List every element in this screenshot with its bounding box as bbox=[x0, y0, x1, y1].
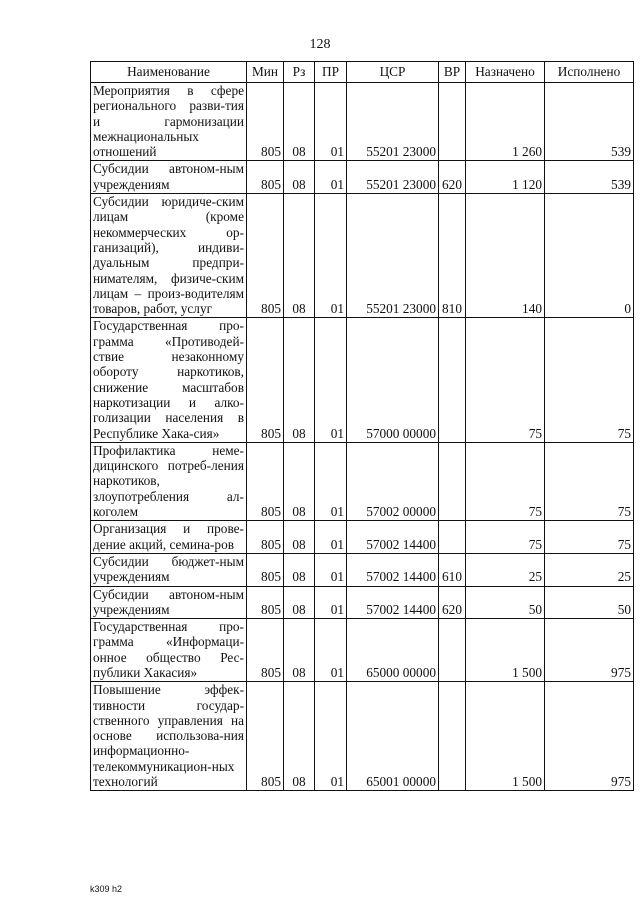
cell-name: Мероприятия в сфере регионального разви-тия и гармонизации межнациональных отношений bbox=[91, 83, 247, 161]
cell-planned: 50 bbox=[466, 586, 545, 619]
cell-csr: 57002 00000 bbox=[347, 442, 439, 520]
cell-csr: 57000 00000 bbox=[347, 318, 439, 442]
cell-vr bbox=[439, 442, 466, 520]
cell-executed: 975 bbox=[545, 619, 634, 682]
cell-planned: 75 bbox=[466, 318, 545, 442]
cell-csr: 57002 14400 bbox=[347, 586, 439, 619]
cell-name: Субсидии автоном-ным учреждениям bbox=[91, 586, 247, 619]
cell-min: 805 bbox=[247, 682, 284, 791]
cell-pr: 01 bbox=[315, 682, 347, 791]
cell-pr: 01 bbox=[315, 442, 347, 520]
cell-csr: 65001 00000 bbox=[347, 682, 439, 791]
cell-pr: 01 bbox=[315, 318, 347, 442]
cell-executed: 0 bbox=[545, 194, 634, 318]
cell-vr bbox=[439, 318, 466, 442]
col-header-pr: ПР bbox=[315, 62, 347, 83]
cell-min: 805 bbox=[247, 521, 284, 554]
cell-executed: 75 bbox=[545, 318, 634, 442]
cell-pr: 01 bbox=[315, 194, 347, 318]
cell-csr: 57002 14400 bbox=[347, 521, 439, 554]
table-row bbox=[91, 521, 634, 554]
col-header-vr: ВР bbox=[439, 62, 466, 83]
cell-rz: 08 bbox=[284, 682, 315, 791]
cell-name: Субсидии бюджет-ным учреждениям bbox=[91, 553, 247, 586]
cell-executed: 539 bbox=[545, 83, 634, 161]
cell-csr: 55201 23000 bbox=[347, 194, 439, 318]
cell-pr: 01 bbox=[315, 619, 347, 682]
cell-min: 805 bbox=[247, 161, 284, 194]
cell-vr: 620 bbox=[439, 161, 466, 194]
col-header-csr: ЦСР bbox=[347, 62, 439, 83]
cell-min: 805 bbox=[247, 586, 284, 619]
table-row bbox=[91, 161, 634, 194]
table-row bbox=[91, 194, 634, 318]
col-header-min: Мин bbox=[247, 62, 284, 83]
cell-rz: 08 bbox=[284, 194, 315, 318]
cell-rz: 08 bbox=[284, 83, 315, 161]
cell-name: Повышение эффек-тивности государ-ственного управления на основе использова-ния информационно-телекоммуникацион-ных технологий bbox=[91, 682, 247, 791]
footer-code: k309 h2 bbox=[90, 884, 123, 894]
cell-executed: 975 bbox=[545, 682, 634, 791]
cell-name: Субсидии юридиче-ским лицам (кроме некоммерческих ор-ганизаций), индиви-дуальным предпри-нимателям, физиче-ским лицам – произ-водителям товаров, работ, услуг bbox=[91, 194, 247, 318]
cell-vr: 810 bbox=[439, 194, 466, 318]
cell-csr: 57002 14400 bbox=[347, 553, 439, 586]
cell-min: 805 bbox=[247, 318, 284, 442]
cell-vr: 620 bbox=[439, 586, 466, 619]
budget-table bbox=[90, 61, 634, 791]
cell-min: 805 bbox=[247, 194, 284, 318]
cell-planned: 25 bbox=[466, 553, 545, 586]
cell-min: 805 bbox=[247, 83, 284, 161]
col-header-rz: Рз bbox=[284, 62, 315, 83]
cell-pr: 01 bbox=[315, 521, 347, 554]
cell-planned: 1 260 bbox=[466, 83, 545, 161]
cell-pr: 01 bbox=[315, 83, 347, 161]
cell-planned: 1 500 bbox=[466, 619, 545, 682]
cell-executed: 50 bbox=[545, 586, 634, 619]
cell-min: 805 bbox=[247, 553, 284, 586]
table-row bbox=[91, 586, 634, 619]
cell-vr bbox=[439, 619, 466, 682]
cell-vr bbox=[439, 521, 466, 554]
cell-vr bbox=[439, 83, 466, 161]
cell-planned: 75 bbox=[466, 521, 545, 554]
cell-rz: 08 bbox=[284, 318, 315, 442]
table-row bbox=[91, 318, 634, 442]
cell-executed: 25 bbox=[545, 553, 634, 586]
table-row bbox=[91, 83, 634, 161]
cell-planned: 140 bbox=[466, 194, 545, 318]
cell-rz: 08 bbox=[284, 521, 315, 554]
cell-min: 805 bbox=[247, 442, 284, 520]
cell-csr: 65000 00000 bbox=[347, 619, 439, 682]
cell-vr: 610 bbox=[439, 553, 466, 586]
page-number: 128 bbox=[309, 37, 331, 52]
table-row bbox=[91, 619, 634, 682]
cell-name: Организация и прове-дение акций, семина-ров bbox=[91, 521, 247, 554]
cell-csr: 55201 23000 bbox=[347, 83, 439, 161]
cell-pr: 01 bbox=[315, 161, 347, 194]
cell-name: Государственная про-грамма «Информаци-онное общество Рес-публики Хакасия» bbox=[91, 619, 247, 682]
cell-rz: 08 bbox=[284, 442, 315, 520]
cell-rz: 08 bbox=[284, 161, 315, 194]
cell-name: Государственная про-грамма «Противодей-ствие незаконному обороту наркотиков, снижение масштабов наркотизации и алко-голизации населения в Республике Хака-сия» bbox=[91, 318, 247, 442]
cell-pr: 01 bbox=[315, 586, 347, 619]
table-header-row bbox=[91, 62, 634, 83]
cell-planned: 1 500 bbox=[466, 682, 545, 791]
col-header-executed: Исполнено bbox=[545, 62, 634, 83]
table-row bbox=[91, 442, 634, 520]
cell-executed: 75 bbox=[545, 442, 634, 520]
cell-planned: 75 bbox=[466, 442, 545, 520]
cell-min: 805 bbox=[247, 619, 284, 682]
cell-rz: 08 bbox=[284, 553, 315, 586]
cell-planned: 1 120 bbox=[466, 161, 545, 194]
table-row bbox=[91, 553, 634, 586]
cell-rz: 08 bbox=[284, 619, 315, 682]
cell-pr: 01 bbox=[315, 553, 347, 586]
cell-executed: 75 bbox=[545, 521, 634, 554]
cell-rz: 08 bbox=[284, 586, 315, 619]
cell-executed: 539 bbox=[545, 161, 634, 194]
cell-name: Профилактика неме-дицинского потреб-ления наркотиков, злоупотребления ал-коголем bbox=[91, 442, 247, 520]
cell-csr: 55201 23000 bbox=[347, 161, 439, 194]
cell-vr bbox=[439, 682, 466, 791]
col-header-name: Наименование bbox=[91, 62, 247, 83]
cell-name: Субсидии автоном-ным учреждениям bbox=[91, 161, 247, 194]
table-row bbox=[91, 682, 634, 791]
col-header-planned: Назначено bbox=[466, 62, 545, 83]
